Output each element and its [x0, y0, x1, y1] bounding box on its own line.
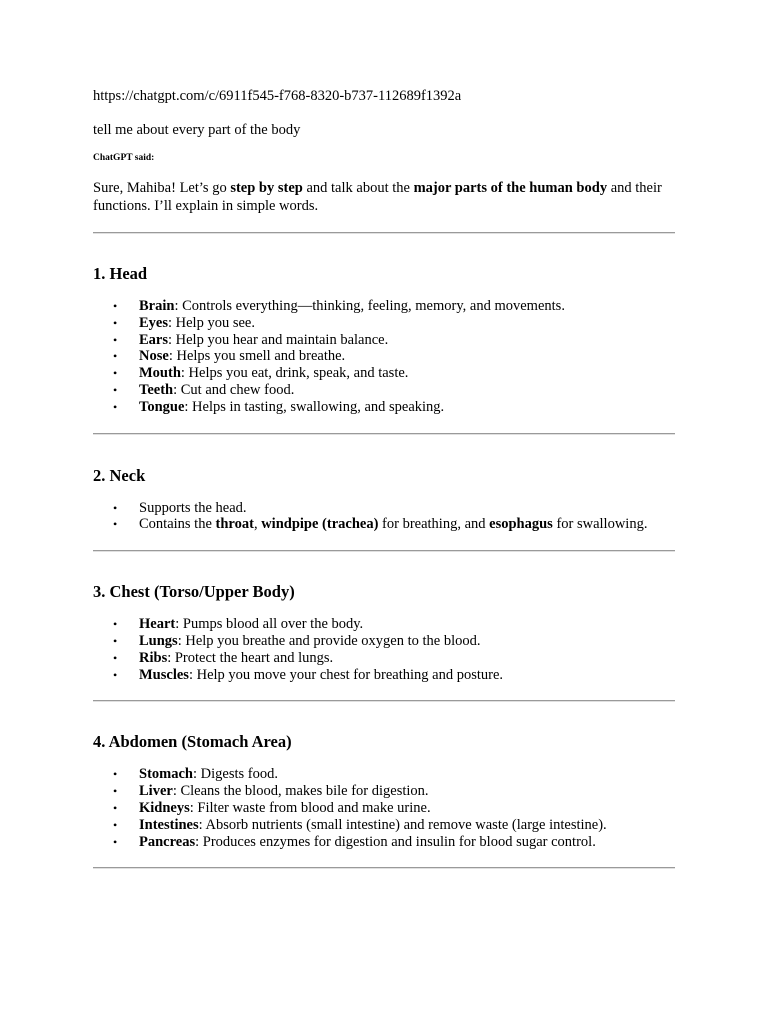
list-item	[93, 783, 676, 800]
list-item	[93, 348, 676, 365]
intro-bold-2: major parts of the human body	[413, 180, 608, 196]
list-item	[93, 399, 676, 416]
item-text: : Help you hear and maintain balance.	[168, 331, 389, 348]
item-list	[93, 500, 676, 534]
item-term: Stomach	[139, 766, 193, 783]
item-text: : Helps you smell and breathe.	[168, 348, 346, 365]
section-head	[93, 264, 676, 416]
item-term: Pancreas	[139, 833, 196, 850]
list-item	[93, 298, 676, 315]
item-term: Lungs	[139, 632, 178, 649]
item-text: : Filter waste from blood and make urine.	[189, 799, 431, 816]
bullet-icon: •	[113, 315, 118, 330]
bullet-icon: •	[113, 667, 118, 682]
bullet-icon: •	[113, 382, 118, 397]
item-text: : Help you breathe and provide oxygen to the blood.	[177, 632, 481, 649]
item-text: : Protect the heart and lungs.	[167, 649, 334, 666]
intro-bold-1: step by step	[230, 180, 303, 196]
item-text: : Digests food.	[192, 766, 278, 783]
bullet-icon: •	[113, 817, 118, 832]
list-item	[93, 500, 676, 517]
item-term: Kidneys	[139, 799, 190, 816]
item-term: Brain	[139, 298, 175, 314]
item-term: Mouth	[139, 365, 181, 382]
list-item	[93, 382, 676, 399]
item-text: : Cut and chew food.	[173, 381, 295, 398]
item-term: esophagus	[489, 516, 553, 533]
item-term: throat	[215, 516, 254, 533]
item-text: : Pumps blood all over the body.	[175, 616, 364, 633]
list-item	[93, 332, 676, 349]
source-url: https://chatgpt.com/c/6911f545-f768-8320-b737-112689f1392a	[93, 88, 462, 104]
intro-text-1: Sure, Mahiba! Let’s go	[93, 180, 231, 196]
bullet-icon: •	[113, 399, 118, 414]
bullet-icon: •	[113, 349, 118, 364]
item-term: Nose	[139, 348, 169, 365]
bullet-icon: •	[113, 500, 118, 515]
bullet-icon: •	[113, 800, 118, 815]
list-item	[93, 650, 676, 667]
bullet-icon: •	[113, 650, 118, 665]
list-item	[93, 766, 676, 783]
list-item	[93, 834, 676, 851]
item-list	[93, 298, 676, 416]
item-term: windpipe (trachea)	[261, 516, 379, 533]
list-item	[93, 616, 676, 633]
bullet-icon: •	[113, 633, 118, 648]
section-divider	[93, 550, 675, 552]
item-text: : Help you see.	[168, 314, 255, 331]
item-text: for breathing, and	[378, 516, 490, 533]
section-neck	[93, 466, 676, 534]
intro-paragraph	[93, 179, 676, 215]
bullet-icon: •	[113, 332, 118, 347]
section-abdomen	[93, 732, 676, 850]
bullet-icon: •	[113, 366, 118, 381]
document-page	[93, 86, 676, 869]
section-title: 4. Abdomen (Stomach Area)	[93, 732, 292, 752]
item-term: Ears	[139, 331, 168, 348]
item-text: Contains the	[139, 516, 216, 533]
list-item	[93, 365, 676, 382]
item-text: for swallowing.	[552, 516, 648, 533]
section-divider	[93, 433, 675, 435]
list-item	[93, 633, 676, 650]
item-text: : Helps you eat, drink, speak, and taste.	[180, 365, 409, 382]
bullet-icon: •	[113, 767, 118, 782]
section-title: 2. Neck	[93, 465, 146, 485]
item-list	[93, 766, 676, 850]
list-item	[93, 817, 676, 834]
item-text: : Helps in tasting, swallowing, and speaking.	[184, 398, 445, 415]
item-text: ,	[253, 516, 262, 533]
section-divider	[93, 232, 675, 234]
item-term: Ribs	[139, 649, 168, 666]
list-item	[93, 516, 676, 533]
bullet-icon: •	[113, 299, 118, 313]
section-chest	[93, 582, 676, 683]
item-term: Tongue	[139, 398, 185, 415]
bullet-icon: •	[113, 517, 118, 532]
bullet-icon: •	[113, 784, 118, 799]
item-text: Supports the head.	[139, 499, 247, 516]
item-text: : Produces enzymes for digestion and insulin for blood sugar control.	[195, 833, 596, 850]
item-text: : Controls everything—thinking, feeling, memory, and movements.	[174, 298, 565, 314]
bullet-icon: •	[113, 617, 118, 632]
item-text: : Help you move your chest for breathing and posture.	[188, 666, 504, 683]
item-text: : Cleans the blood, makes bile for digestion.	[172, 783, 429, 800]
item-term: Teeth	[139, 381, 174, 398]
intro-text-2: and talk about the	[302, 180, 414, 196]
item-term: Eyes	[139, 314, 168, 331]
intro-text-3: and their functions. I’ll explain in simple words.	[93, 180, 662, 214]
item-term: Intestines	[139, 816, 199, 833]
user-prompt: tell me about every part of the body	[93, 122, 301, 138]
section-divider	[93, 867, 675, 869]
item-term: Liver	[139, 783, 173, 800]
bullet-icon: •	[113, 834, 118, 849]
item-list	[93, 616, 676, 683]
item-text: : Absorb nutrients (small intestine) and remove waste (large intestine).	[198, 816, 607, 833]
section-title: 1. Head	[93, 264, 148, 283]
section-divider	[93, 700, 675, 702]
item-term: Muscles	[139, 666, 189, 683]
list-item	[93, 800, 676, 817]
speaker-label: ChatGPT said:	[93, 153, 155, 163]
section-title: 3. Chest (Torso/Upper Body)	[93, 582, 295, 602]
list-item	[93, 667, 676, 684]
list-item	[93, 315, 676, 332]
item-term: Heart	[139, 616, 176, 633]
